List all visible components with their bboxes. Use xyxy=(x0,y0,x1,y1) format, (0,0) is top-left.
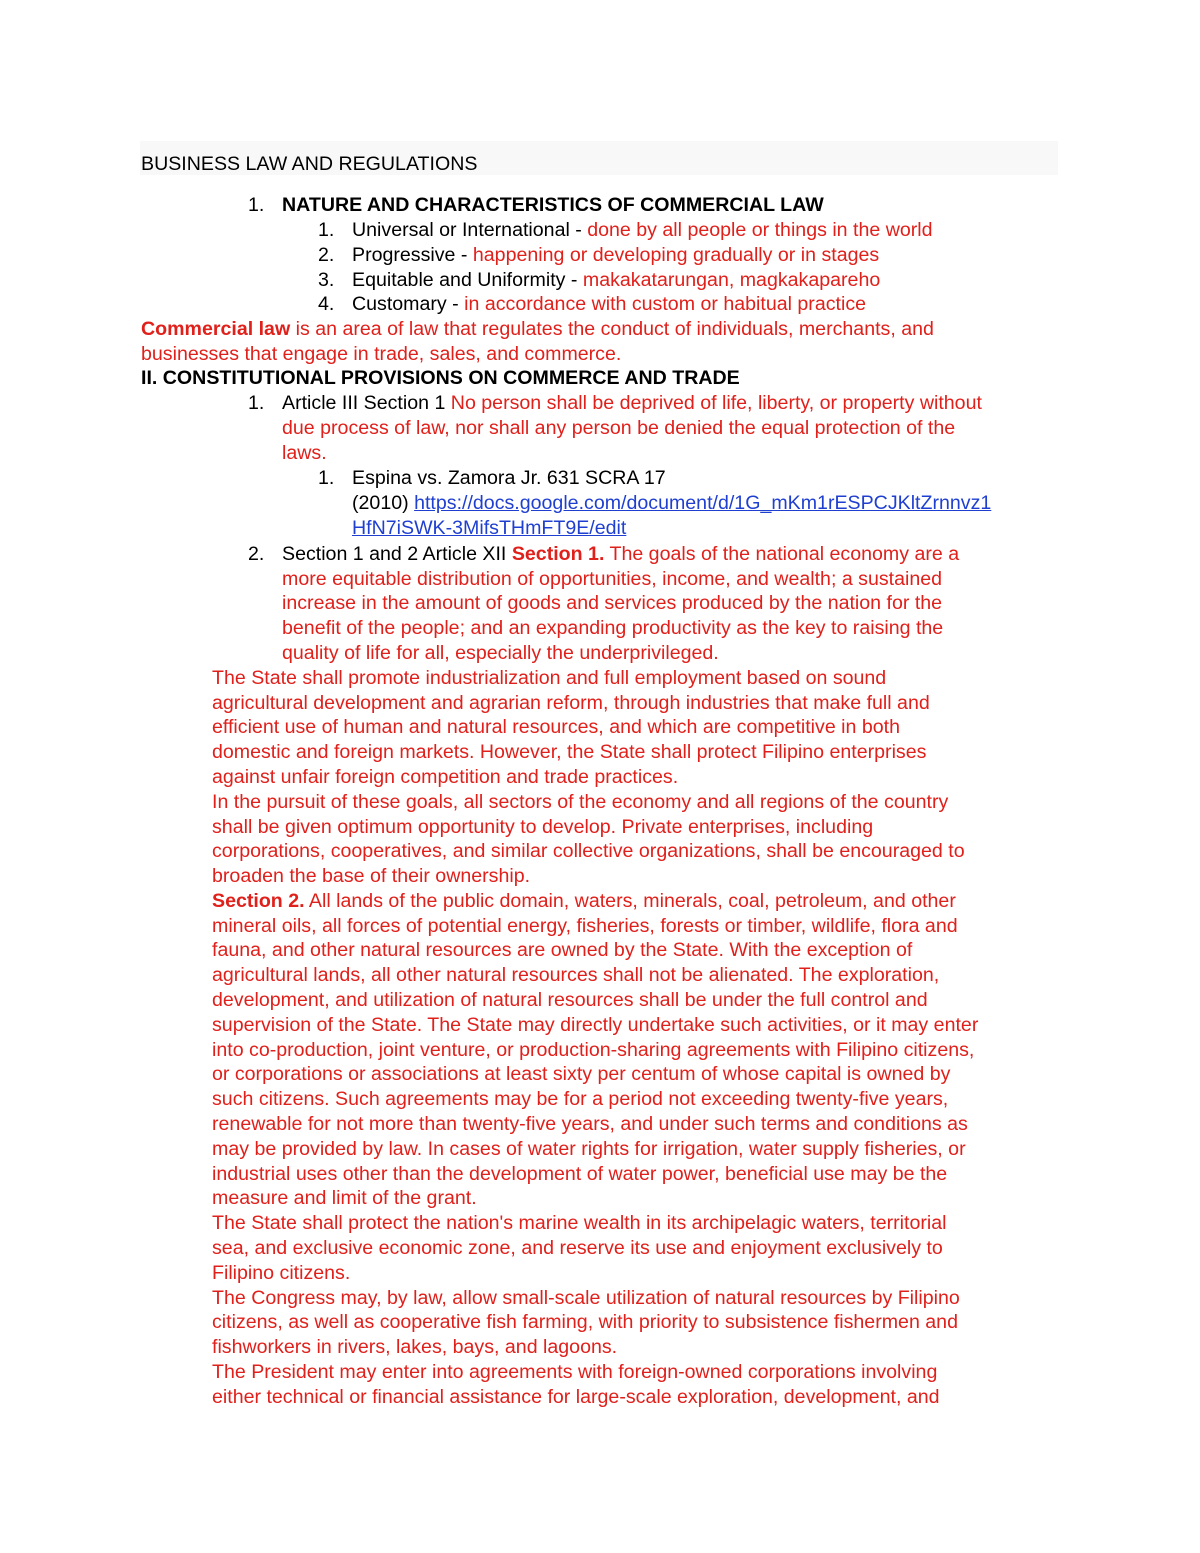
body-text: supervision of the State. The State may directly undertake such activities, or it may enter xyxy=(212,1014,979,1036)
provision-text: quality of life for all, especially the underprivileged. xyxy=(282,642,719,664)
definition-line: businesses that engage in trade, sales, and commerce. xyxy=(141,343,622,365)
body-text: Filipino citizens. xyxy=(212,1262,351,1284)
case-citation-link-row: (2010) https://docs.google.com/document/d/1G_mKm1rESPCJKltZrnnvz1 xyxy=(352,492,992,514)
body-text: The Congress may, by law, allow small-scale utilization of natural resources by Filipino xyxy=(212,1287,960,1309)
document-title: BUSINESS LAW AND REGULATIONS xyxy=(141,153,478,175)
section-label: Section 1. xyxy=(511,543,605,565)
list-item: 1. Universal or International - done by all people or things in the world xyxy=(318,219,933,241)
section1-number: 1. xyxy=(248,194,265,216)
body-text: may be provided by law. In cases of water rights for irrigation, water supply fisheries, or xyxy=(212,1138,966,1160)
body-text: broaden the base of their ownership. xyxy=(212,865,531,887)
body-text: either technical or financial assistance for large-scale exploration, development, and xyxy=(212,1386,940,1408)
body-text: The State shall protect the nation's marine wealth in its archipelagic waters, territorial xyxy=(212,1212,947,1234)
case-citation: 1. Espina vs. Zamora Jr. 631 SCRA 17 xyxy=(318,467,666,489)
list-item: 4. Customary - in accordance with custom or habitual practice xyxy=(318,293,867,315)
body-text: such citizens. Such agreements may be for a period not exceeding twenty-five years, xyxy=(212,1088,949,1110)
provision-text: laws. xyxy=(282,442,327,464)
body-text: The President may enter into agreements with foreign-owned corporations involving xyxy=(212,1361,938,1383)
body-text: industrial uses other than the development of water power, beneficial use may be the xyxy=(212,1163,948,1185)
list-item: 3. Equitable and Uniformity - makakatarungan, magkakapareho xyxy=(318,269,881,291)
body-text: citizens, as well as cooperative fish farming, with priority to subsistence fishermen and xyxy=(212,1311,958,1333)
body-text: efficient use of human and natural resources, and which are competitive in both xyxy=(212,716,901,738)
provision-text: more equitable distribution of opportunities, income, and wealth; a sustained xyxy=(282,568,943,590)
section-label: Section 2. xyxy=(212,890,305,912)
provision-text: increase in the amount of goods and services produced by the nation for the xyxy=(282,592,943,614)
body-text: fauna, and other natural resources are owned by the State. With the exception of xyxy=(212,939,913,961)
list-item: 1. Article III Section 1 No person shall be deprived of life, liberty, or property without xyxy=(248,392,982,414)
section2-heading: II. CONSTITUTIONAL PROVISIONS ON COMMERCE AND TRADE xyxy=(141,367,740,389)
list-item: 2. Section 1 and 2 Article XII Section 1. The goals of the national economy are a xyxy=(248,543,960,565)
provision-text: due process of law, nor shall any person be denied the equal protection of the xyxy=(282,417,956,439)
case-document-link[interactable]: https://docs.google.com/document/d/1G_mKm1rESPCJKltZrnnvz1 xyxy=(414,492,992,514)
body-text: development, and utilization of natural resources shall be under the full control and xyxy=(212,989,928,1011)
body-text: agricultural lands, all other natural resources shall not be alienated. The exploration, xyxy=(212,964,940,986)
body-text: Section 2. All lands of the public domain, waters, minerals, coal, petroleum, and other xyxy=(212,890,956,912)
body-text: corporations, cooperatives, and similar collective organizations, shall be encouraged to xyxy=(212,840,965,862)
provision-text: benefit of the people; and an expanding productivity as the key to raising the xyxy=(282,617,944,639)
body-text: or corporations or associations at least sixty per centum of whose capital is owned by xyxy=(212,1063,951,1085)
body-text: into co-production, joint venture, or production-sharing agreements with Filipino citizens, xyxy=(212,1039,975,1061)
body-text: measure and limit of the grant. xyxy=(212,1187,477,1209)
body-text: domestic and foreign markets. However, the State shall protect Filipino enterprises xyxy=(212,741,927,763)
list-item: 2. Progressive - happening or developing gradually or in stages xyxy=(318,244,880,266)
body-text: In the pursuit of these goals, all sectors of the economy and all regions of the country xyxy=(212,791,949,813)
body-text: The State shall promote industrialization and full employment based on sound xyxy=(212,667,887,689)
body-text: against unfair foreign competition and trade practices. xyxy=(212,766,679,788)
body-text: shall be given optimum opportunity to develop. Private enterprises, including xyxy=(212,816,874,838)
body-text: sea, and exclusive economic zone, and reserve its use and enjoyment exclusively to xyxy=(212,1237,943,1259)
definition-line: Commercial law is an area of law that regulates the conduct of individuals, merchants, and xyxy=(141,318,934,340)
body-text: mineral oils, all forces of potential energy, fisheries, forests or timber, wildlife, flora and xyxy=(212,915,958,937)
body-text: agricultural development and agrarian reform, through industries that make full and xyxy=(212,692,930,714)
body-text: renewable for not more than twenty-five years, and under such terms and conditions as xyxy=(212,1113,968,1135)
section1-heading-row xyxy=(248,193,824,218)
body-text: fishworkers in rivers, lakes, bays, and lagoons. xyxy=(212,1336,618,1358)
section1-heading: NATURE AND CHARACTERISTICS OF COMMERCIAL LAW xyxy=(282,194,824,216)
definition-term: Commercial law xyxy=(141,318,291,340)
case-document-link[interactable]: HfN7iSWK-3MifsTHmFT9E/edit xyxy=(352,517,627,539)
